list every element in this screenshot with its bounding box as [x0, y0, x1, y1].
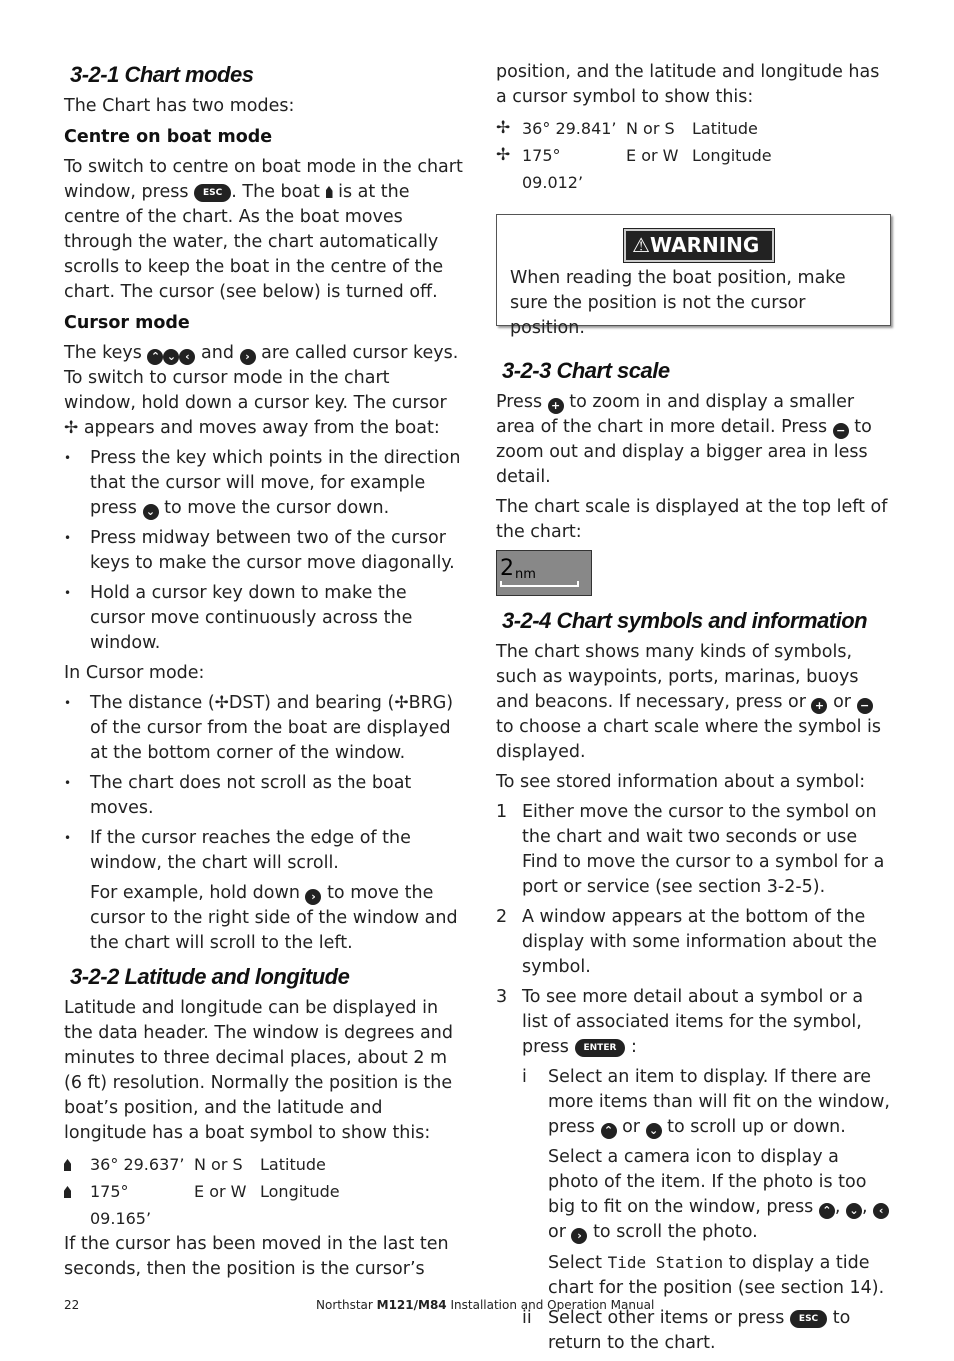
heading-chart-modes: 3-2-1 Chart modes: [70, 62, 254, 87]
list-item: i Select an item to display. If there are more items than will fit on the window, press ⌃ or ⌄ to scroll up or down.: [522, 1067, 890, 1137]
left-key-icon: ‹: [179, 349, 195, 365]
warning-triangle-icon: ⚠: [632, 233, 650, 257]
list-item-sub: Select Tide Station to display a tide chart for the position (see section 14).: [548, 1253, 885, 1298]
warning-badge: ⚠WARNING: [624, 229, 774, 262]
list-item: 1 Either move the cursor to the symbol on the chart and wait two seconds or use Find to move the cursor to a symbol for a port or service (see section 3-2-5).: [496, 802, 885, 897]
list-item: • The chart does not scroll as the boat moves.: [64, 771, 464, 821]
down-key-icon: ⌄: [846, 1203, 862, 1219]
list-item: 3 To see more detail about a symbol or a list of associated items for the symbol, press ENTER :: [496, 987, 864, 1057]
cursor-icon: ✢: [394, 693, 409, 713]
in-cursor-label: In Cursor mode:: [64, 663, 205, 683]
left-key-icon: ‹: [873, 1203, 889, 1219]
warning-box: [496, 214, 891, 338]
enter-key-icon: ENTER: [575, 1039, 626, 1057]
cursor-icon: ✢: [214, 693, 229, 713]
cursor-icon: ✢: [496, 145, 511, 165]
latlon-paragraph: Latitude and longitude can be displayed in the data header. The window is degrees and minutes to three decimal places, about 2 m (6 ft) resolution. Normally the position is the boat’s position, and the latitude and longitude has a boat symbol to show this:: [64, 998, 453, 1143]
list-item: • Press midway between two of the cursor keys to make the cursor move diagonally.: [64, 526, 464, 576]
manual-title: Northstar M121/M84 Installation and Operation Manual: [316, 1298, 655, 1312]
latlon-paragraph-2: If the cursor has been moved in the last ten seconds, then the position is the cursor’s: [64, 1234, 449, 1279]
down-key-icon: ⌄: [143, 504, 159, 520]
heading-centre-mode: Centre on boat mode: [64, 127, 273, 147]
up-key-icon: ⌃: [819, 1203, 835, 1219]
list-item: • If the cursor reaches the edge of the window, the chart will scroll.: [64, 826, 464, 876]
centre-paragraph: To switch to centre on boat mode in the chart window, press ESC . The boat is at the centre of the chart. As the boat moves through the water, the chart automatically scrolls to keep the boat in the centre of the chart. The cursor (see below) is turned off.: [64, 157, 463, 302]
list-item-sub: Select a camera icon to display a photo of the item. If the photo is too big to fit on the window, press ⌃ , ⌄ , ‹ or › to scroll the photo.: [496, 1145, 891, 1245]
right-key-icon: ›: [305, 889, 321, 905]
right-key-icon: ›: [571, 1228, 587, 1244]
zoom-out-icon: −: [857, 698, 873, 714]
cursor-icon: ✢: [496, 118, 511, 138]
right-key-icon: ›: [240, 349, 256, 365]
zoom-in-icon: +: [548, 398, 564, 414]
heading-chart-symbols: 3-2-4 Chart symbols and information: [502, 608, 868, 633]
zoom-in-icon: +: [811, 698, 827, 714]
heading-chart-scale: 3-2-3 Chart scale: [502, 358, 670, 383]
list-item: 2 A window appears at the bottom of the display with some information about the symbol.: [496, 907, 877, 977]
list-item-sub: For example, hold down › to move the cursor to the right side of the window and the chart will scroll to the left.: [90, 883, 458, 953]
cursor-icon: ✢: [64, 418, 79, 438]
heading-latlon: 3-2-2 Latitude and longitude: [70, 964, 350, 989]
down-key-icon: ⌄: [163, 349, 179, 365]
symbols-paragraph: The chart shows many kinds of symbols, such as waypoints, ports, marinas, buoys and beacons. If necessary, press or + or − to choose a chart scale where the symbol is displayed.: [496, 642, 882, 762]
list-item: • The distance (✢DST) and bearing (✢BRG) of the cursor from the boat are displayed at the bottom corner of the window.: [64, 691, 464, 766]
left-column: [64, 60, 464, 1287]
list-item: • Press the key which points in the direction that the cursor will move, for example press ⌄ to move the cursor down.: [64, 446, 464, 521]
down-key-icon: ⌄: [646, 1123, 662, 1139]
esc-key-icon: ESC: [194, 184, 231, 202]
cursor-position-row: ✢ 36° 29.841’ N or S Latitude: [496, 115, 891, 142]
intro-text: The Chart has two modes:: [64, 96, 295, 116]
up-key-icon: ⌃: [601, 1123, 617, 1139]
page-number: 22: [64, 1298, 80, 1312]
scale-paragraph-2: The chart scale is displayed at the top left of the chart:: [496, 497, 888, 542]
cursor-paragraph: The keys ⌃ ⌄ ‹ and › are called cursor keys. To switch to cursor mode in the chart window, hold down a cursor key. The cursor ✢ appears and moves away from the boat:: [64, 343, 459, 438]
warning-text: When reading the boat position, make sure the position is not the cursor position.: [510, 268, 846, 338]
continued-paragraph: position, and the latitude and longitude has a cursor symbol to show this:: [496, 62, 880, 107]
boat-position-row: 175° 09.165’ E or W Longitude: [64, 1178, 464, 1232]
symbols-paragraph-2: To see stored information about a symbol:: [496, 772, 866, 792]
chart-scale-image: 2 nm: [496, 550, 592, 596]
boat-icon: [326, 186, 333, 198]
boat-icon: [64, 1159, 71, 1171]
boat-icon: [64, 1186, 71, 1198]
scale-paragraph: Press + to zoom in and display a smaller area of the chart in more detail. Press − to zoom out and display a bigger area in less detail.: [496, 392, 872, 487]
list-item: ii Select other items or press ESC to return to the chart.: [522, 1308, 851, 1353]
esc-key-icon: ESC: [790, 1310, 827, 1328]
list-item: • Hold a cursor key down to make the cursor move continuously across the window.: [64, 581, 464, 656]
up-key-icon: ⌃: [147, 349, 163, 365]
zoom-out-icon: −: [833, 423, 849, 439]
boat-position-row: 36° 29.637’ N or S Latitude: [64, 1151, 464, 1178]
heading-cursor-mode: Cursor mode: [64, 313, 190, 333]
right-column: [496, 60, 891, 1361]
cursor-position-row: ✢ 175° 09.012’ E or W Longitude: [496, 142, 891, 196]
